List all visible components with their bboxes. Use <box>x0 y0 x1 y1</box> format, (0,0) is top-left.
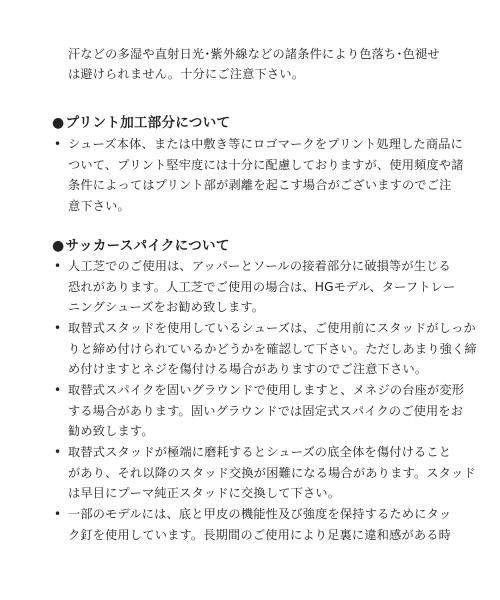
text-line: りと締め付けられているかどうかを確認して下さい。ただしあまり強く締 <box>68 341 477 356</box>
intro-line: は避けられません。十分にご注意下さい。 <box>68 67 305 81</box>
text-line: 取替式スパイクを固いグラウンドで使用しますと、メネジの台座が変形 <box>68 383 465 397</box>
text-line: 取替式スタッドが極端に磨耗するとシューズの底全体を傷付けること <box>68 445 452 459</box>
list-item <box>54 504 474 548</box>
text-line: 意下さい。 <box>68 198 130 213</box>
text-line: 一部のモデルには、底と甲皮の機能性及び強度を保持するためにタッ <box>68 507 452 521</box>
list-item <box>54 442 474 504</box>
text-line: 取替式スタッドを使用しているシューズは、ご使用前にスタッドがしっか <box>68 321 476 335</box>
bullet-icon: • <box>54 445 62 459</box>
text-line: は早目にプーマ純正スタッドに交換して下さい。 <box>68 486 341 500</box>
intro-line: 汗などの多湿や直射日光･紫外線などの諸条件により色落ち･色褪せ <box>68 47 440 61</box>
text-line: があり、それ以降のスタッド交換が困難になる場合があります。スタッド <box>68 465 476 480</box>
bullet-icon: • <box>54 383 62 397</box>
text-line: め付けますとネジを傷付ける場合がありますのでご注意下さい。 <box>68 362 428 376</box>
bullet-icon: • <box>54 321 62 335</box>
text-line: 人工芝でのご使用は、アッパーとソールの接着部分に破損等が生じる <box>68 259 451 273</box>
list-item-text <box>68 380 474 442</box>
list-item-text <box>68 442 474 504</box>
section-title: サッカースパイクについて <box>65 238 230 254</box>
section-marker-icon: ● <box>52 238 65 254</box>
section-marker-icon: ● <box>52 115 65 131</box>
bullet-icon: • <box>54 507 62 521</box>
section-title: プリント加工部分について <box>65 115 231 131</box>
text-line: する場合があります。固いグラウンドでは固定式スパイクのご使用をお <box>68 403 464 418</box>
bullet-icon: • <box>54 259 62 273</box>
text-line: ついて、プリント堅牢度には十分に配慮しておりますが、使用頻度や諸 <box>68 157 464 172</box>
section-heading-soccer-spike <box>52 234 230 254</box>
list-item-text <box>68 134 474 216</box>
text-line: ク釘を使用しています。長期間のご使用により足裏に違和感がある時 <box>68 527 452 542</box>
list-item <box>54 380 474 442</box>
list-item <box>54 256 474 318</box>
text-line: 恐れがあります。人工芝でご使用の場合は、HGモデル、ターフトレー <box>68 279 456 294</box>
list-item-text <box>68 504 474 545</box>
text-line: 勧め致します。 <box>68 424 154 438</box>
intro-paragraph <box>68 44 468 84</box>
text-line: 条件によってはプリント部が剥離を起こす場合がございますのでご注 <box>68 178 452 192</box>
list-item-text <box>68 256 474 318</box>
list-item <box>54 134 474 216</box>
section-heading-print <box>52 111 230 131</box>
text-line: シューズ本体、または中敷き等にロゴマークをプリント処理した商品に <box>68 137 464 151</box>
text-line: ニングシューズをお勧め致します。 <box>68 300 265 314</box>
list-item <box>54 318 477 380</box>
list-item-text <box>68 318 477 380</box>
bullet-icon: • <box>54 137 62 151</box>
